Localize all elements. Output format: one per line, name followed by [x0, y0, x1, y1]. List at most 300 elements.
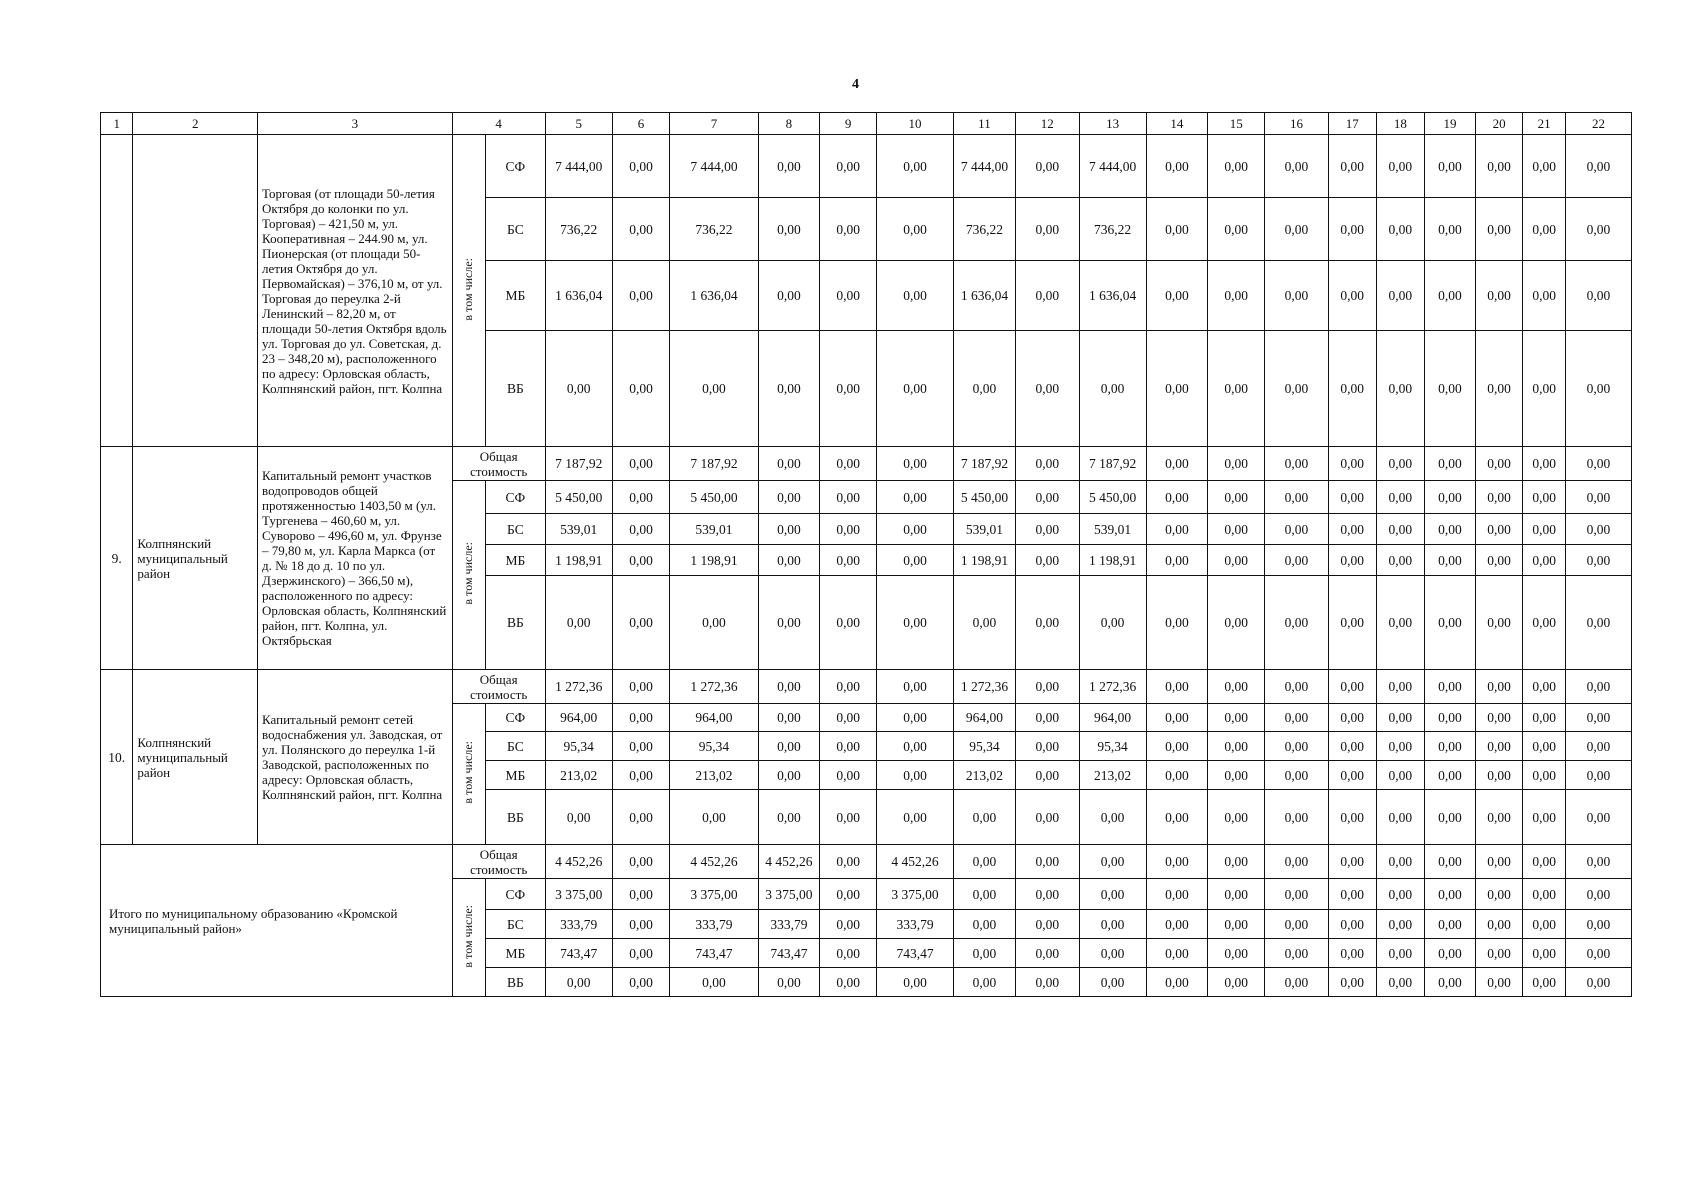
value-cell: 0,00	[954, 968, 1016, 997]
value-cell: 0,00	[1475, 845, 1523, 879]
district-name: Колпнянский муниципальный район	[133, 447, 258, 670]
value-cell: 0,00	[1425, 447, 1476, 481]
column-header: 12	[1015, 113, 1079, 135]
in-that-number-text: в том числе:	[461, 257, 476, 321]
value-cell: 0,00	[1328, 968, 1376, 997]
value-cell: 0,00	[1475, 481, 1523, 514]
value-cell: 0,00	[1425, 514, 1476, 545]
value-cell: 0,00	[820, 939, 877, 968]
value-cell: 0,00	[1475, 576, 1523, 670]
value-cell: 0,00	[1146, 732, 1208, 761]
value-cell: 4 452,26	[670, 845, 758, 879]
value-cell: 0,00	[1523, 910, 1566, 939]
value-cell: 736,22	[1079, 198, 1146, 261]
value-cell: 0,00	[1376, 704, 1425, 732]
column-header: 5	[545, 113, 612, 135]
value-cell: 0,00	[1425, 261, 1476, 331]
budget-table	[100, 112, 1632, 997]
funding-source: МБ	[486, 761, 546, 790]
funding-source: МБ	[486, 939, 546, 968]
value-cell: 0,00	[1475, 879, 1523, 910]
total-cost-label: Общая стоимость	[452, 670, 545, 704]
row-number: 10.	[101, 670, 133, 845]
value-cell: 0,00	[877, 481, 954, 514]
funding-source: МБ	[486, 261, 546, 331]
column-header: 21	[1523, 113, 1566, 135]
value-cell: 0,00	[877, 670, 954, 704]
value-cell: 0,00	[1208, 968, 1265, 997]
value-cell: 95,34	[670, 732, 758, 761]
value-cell: 0,00	[1376, 670, 1425, 704]
funding-source: БС	[486, 732, 546, 761]
value-cell: 0,00	[1208, 135, 1265, 198]
value-cell: 1 272,36	[545, 670, 612, 704]
value-cell: 213,02	[1079, 761, 1146, 790]
value-cell: 0,00	[1328, 704, 1376, 732]
value-cell: 0,00	[1265, 481, 1329, 514]
value-cell: 0,00	[1376, 447, 1425, 481]
value-cell: 0,00	[1015, 261, 1079, 331]
value-cell: 0,00	[820, 761, 877, 790]
value-cell: 333,79	[758, 910, 820, 939]
funding-source: ВБ	[486, 576, 546, 670]
value-cell: 0,00	[1376, 481, 1425, 514]
value-cell: 0,00	[612, 732, 670, 761]
value-cell: 0,00	[877, 761, 954, 790]
value-cell: 1 272,36	[670, 670, 758, 704]
value-cell: 0,00	[1015, 481, 1079, 514]
value-cell: 0,00	[758, 135, 820, 198]
value-cell: 0,00	[1208, 879, 1265, 910]
value-cell: 0,00	[1425, 481, 1476, 514]
value-cell: 0,00	[1475, 331, 1523, 447]
value-cell: 0,00	[1015, 879, 1079, 910]
value-cell: 0,00	[758, 514, 820, 545]
value-cell: 0,00	[820, 447, 877, 481]
value-cell: 0,00	[545, 790, 612, 845]
value-cell: 0,00	[670, 331, 758, 447]
district-name	[133, 135, 258, 447]
funding-source: ВБ	[486, 331, 546, 447]
value-cell: 0,00	[820, 514, 877, 545]
funding-source-row	[101, 135, 1632, 198]
value-cell: 743,47	[758, 939, 820, 968]
value-cell: 0,00	[1015, 968, 1079, 997]
value-cell: 0,00	[1265, 968, 1329, 997]
value-cell: 0,00	[612, 545, 670, 576]
value-cell: 0,00	[1425, 670, 1476, 704]
value-cell: 0,00	[1565, 545, 1631, 576]
value-cell: 0,00	[1425, 704, 1476, 732]
value-cell: 0,00	[1425, 761, 1476, 790]
header-row	[101, 113, 1632, 135]
value-cell: 0,00	[1265, 135, 1329, 198]
value-cell: 0,00	[1565, 790, 1631, 845]
value-cell: 213,02	[670, 761, 758, 790]
value-cell: 0,00	[1565, 198, 1631, 261]
value-cell: 0,00	[612, 790, 670, 845]
value-cell: 0,00	[877, 968, 954, 997]
value-cell: 0,00	[1146, 514, 1208, 545]
value-cell: 1 636,04	[954, 261, 1016, 331]
value-cell: 0,00	[1146, 845, 1208, 879]
funding-source: СФ	[486, 704, 546, 732]
value-cell: 0,00	[1565, 514, 1631, 545]
value-cell: 0,00	[820, 910, 877, 939]
value-cell: 0,00	[1376, 514, 1425, 545]
value-cell: 0,00	[1425, 135, 1476, 198]
value-cell: 0,00	[1265, 576, 1329, 670]
value-cell: 0,00	[1265, 910, 1329, 939]
column-header: 7	[670, 113, 758, 135]
value-cell: 1 272,36	[1079, 670, 1146, 704]
value-cell: 0,00	[954, 939, 1016, 968]
value-cell: 964,00	[670, 704, 758, 732]
value-cell: 1 198,91	[545, 545, 612, 576]
value-cell: 0,00	[612, 514, 670, 545]
value-cell: 0,00	[1015, 732, 1079, 761]
value-cell: 0,00	[1376, 135, 1425, 198]
value-cell: 4 452,26	[758, 845, 820, 879]
value-cell: 0,00	[1328, 514, 1376, 545]
value-cell: 7 444,00	[670, 135, 758, 198]
column-header: 11	[954, 113, 1016, 135]
value-cell: 0,00	[1475, 910, 1523, 939]
value-cell: 0,00	[1565, 879, 1631, 910]
value-cell: 0,00	[1475, 135, 1523, 198]
value-cell: 0,00	[758, 670, 820, 704]
value-cell: 0,00	[1328, 135, 1376, 198]
value-cell: 1 198,91	[1079, 545, 1146, 576]
value-cell: 0,00	[1425, 790, 1476, 845]
value-cell: 0,00	[612, 481, 670, 514]
value-cell: 0,00	[954, 790, 1016, 845]
object-description: Торговая (от площади 50-летия Октября до колонки по ул. Торговая) – 421,50 м, ул. Кооперативная – 244.90 м, ул. Пионерская (от площади 50-летия Октября до ул. Первомайская) – 376,10 м, от ул. Торговая до переулка 2-й Ленинский – 82,20 м, от площади 50-летия Октября вдоль ул. Торговая до ул. Советская, д. 23 – 348,20 м), расположенного по адресу: Орловская область, Колпнянский район, пгт. Колпна	[258, 135, 453, 447]
value-cell: 0,00	[1208, 514, 1265, 545]
value-cell: 0,00	[545, 331, 612, 447]
value-cell: 0,00	[1475, 198, 1523, 261]
column-header: 1	[101, 113, 133, 135]
summary-label: Итого по муниципальному образованию «Кромской муниципальный район»	[101, 845, 453, 997]
value-cell: 0,00	[1565, 576, 1631, 670]
value-cell: 213,02	[545, 761, 612, 790]
value-cell: 0,00	[1265, 845, 1329, 879]
value-cell: 4 452,26	[545, 845, 612, 879]
funding-source: БС	[486, 198, 546, 261]
value-cell: 0,00	[1146, 331, 1208, 447]
value-cell: 0,00	[1425, 939, 1476, 968]
value-cell: 0,00	[820, 135, 877, 198]
value-cell: 539,01	[954, 514, 1016, 545]
value-cell: 0,00	[1376, 545, 1425, 576]
value-cell: 0,00	[1376, 845, 1425, 879]
value-cell: 0,00	[1523, 331, 1566, 447]
funding-source: СФ	[486, 481, 546, 514]
value-cell: 0,00	[1015, 790, 1079, 845]
value-cell: 0,00	[1565, 939, 1631, 968]
total-cost-label: Общая стоимость	[452, 447, 545, 481]
value-cell: 0,00	[820, 576, 877, 670]
value-cell: 7 444,00	[545, 135, 612, 198]
value-cell: 736,22	[670, 198, 758, 261]
column-header: 6	[612, 113, 670, 135]
value-cell: 0,00	[1523, 790, 1566, 845]
value-cell: 0,00	[1265, 761, 1329, 790]
value-cell: 0,00	[612, 135, 670, 198]
value-cell: 539,01	[1079, 514, 1146, 545]
value-cell: 0,00	[877, 732, 954, 761]
value-cell: 0,00	[1015, 545, 1079, 576]
value-cell: 0,00	[758, 481, 820, 514]
value-cell: 0,00	[1523, 670, 1566, 704]
value-cell: 0,00	[612, 879, 670, 910]
value-cell: 743,47	[877, 939, 954, 968]
value-cell: 0,00	[1523, 514, 1566, 545]
value-cell: 0,00	[1015, 939, 1079, 968]
column-header: 17	[1328, 113, 1376, 135]
value-cell: 0,00	[1265, 939, 1329, 968]
column-header: 4	[452, 113, 545, 135]
value-cell: 0,00	[1565, 968, 1631, 997]
value-cell: 0,00	[1265, 879, 1329, 910]
value-cell: 0,00	[1523, 198, 1566, 261]
value-cell: 0,00	[1475, 261, 1523, 331]
value-cell: 0,00	[1475, 732, 1523, 761]
value-cell: 0,00	[1208, 939, 1265, 968]
value-cell: 539,01	[545, 514, 612, 545]
value-cell: 7 444,00	[1079, 135, 1146, 198]
value-cell: 7 187,92	[545, 447, 612, 481]
funding-source: СФ	[486, 879, 546, 910]
value-cell: 0,00	[877, 576, 954, 670]
value-cell: 0,00	[1475, 704, 1523, 732]
value-cell: 0,00	[612, 704, 670, 732]
value-cell: 0,00	[612, 576, 670, 670]
value-cell: 0,00	[1523, 761, 1566, 790]
value-cell: 0,00	[1425, 910, 1476, 939]
value-cell: 0,00	[612, 845, 670, 879]
value-cell: 0,00	[1376, 576, 1425, 670]
column-header: 3	[258, 113, 453, 135]
value-cell: 0,00	[1146, 879, 1208, 910]
value-cell: 0,00	[1328, 732, 1376, 761]
value-cell: 0,00	[1015, 447, 1079, 481]
value-cell: 0,00	[1523, 481, 1566, 514]
value-cell: 0,00	[1376, 968, 1425, 997]
value-cell: 0,00	[1208, 481, 1265, 514]
value-cell: 0,00	[1079, 910, 1146, 939]
value-cell: 0,00	[1523, 704, 1566, 732]
value-cell: 0,00	[1208, 331, 1265, 447]
value-cell: 5 450,00	[1079, 481, 1146, 514]
value-cell: 0,00	[1146, 576, 1208, 670]
value-cell: 0,00	[1425, 198, 1476, 261]
value-cell: 0,00	[1146, 939, 1208, 968]
value-cell: 0,00	[1475, 447, 1523, 481]
value-cell: 0,00	[820, 732, 877, 761]
value-cell: 0,00	[1079, 845, 1146, 879]
value-cell: 0,00	[1523, 447, 1566, 481]
value-cell: 0,00	[1146, 447, 1208, 481]
value-cell: 0,00	[1265, 198, 1329, 261]
value-cell: 7 187,92	[670, 447, 758, 481]
object-description: Капитальный ремонт сетей водоснабжения ул. Заводская, от ул. Полянского до переулка 1-й Заводской, расположенных по адресу: Орловская область, Колпнянский район, пгт. Колпна	[258, 670, 453, 845]
value-cell: 0,00	[758, 790, 820, 845]
value-cell: 0,00	[954, 879, 1016, 910]
value-cell: 0,00	[1425, 576, 1476, 670]
value-cell: 0,00	[612, 761, 670, 790]
value-cell: 0,00	[758, 732, 820, 761]
value-cell: 0,00	[1475, 939, 1523, 968]
value-cell: 0,00	[1328, 790, 1376, 845]
value-cell: 0,00	[1265, 732, 1329, 761]
value-cell: 1 198,91	[670, 545, 758, 576]
column-header: 13	[1079, 113, 1146, 135]
value-cell: 0,00	[1015, 514, 1079, 545]
value-cell: 0,00	[1079, 968, 1146, 997]
column-header: 20	[1475, 113, 1523, 135]
value-cell: 0,00	[1475, 968, 1523, 997]
value-cell: 0,00	[1565, 135, 1631, 198]
value-cell: 0,00	[1265, 331, 1329, 447]
value-cell: 0,00	[1208, 761, 1265, 790]
in-that-number-label	[452, 704, 485, 845]
in-that-number-text: в том числе:	[461, 741, 476, 804]
value-cell: 0,00	[1146, 761, 1208, 790]
value-cell: 0,00	[1146, 968, 1208, 997]
value-cell: 0,00	[758, 761, 820, 790]
value-cell: 0,00	[954, 845, 1016, 879]
value-cell: 0,00	[612, 261, 670, 331]
value-cell: 0,00	[1523, 968, 1566, 997]
value-cell: 0,00	[1425, 968, 1476, 997]
value-cell: 0,00	[1146, 910, 1208, 939]
value-cell: 0,00	[1208, 261, 1265, 331]
value-cell: 0,00	[1376, 761, 1425, 790]
value-cell: 0,00	[1146, 790, 1208, 845]
value-cell: 0,00	[1376, 732, 1425, 761]
value-cell: 0,00	[1328, 481, 1376, 514]
in-that-number-text: в том числе:	[461, 542, 476, 605]
value-cell: 0,00	[820, 198, 877, 261]
value-cell: 0,00	[612, 331, 670, 447]
value-cell: 0,00	[758, 968, 820, 997]
value-cell: 0,00	[1015, 845, 1079, 879]
funding-source: ВБ	[486, 968, 546, 997]
row-number: 9.	[101, 447, 133, 670]
value-cell: 0,00	[1475, 545, 1523, 576]
value-cell: 0,00	[954, 576, 1016, 670]
value-cell: 736,22	[954, 198, 1016, 261]
value-cell: 95,34	[1079, 732, 1146, 761]
value-cell: 0,00	[670, 576, 758, 670]
funding-source: ВБ	[486, 790, 546, 845]
value-cell: 0,00	[1146, 135, 1208, 198]
value-cell: 0,00	[1328, 447, 1376, 481]
value-cell: 333,79	[670, 910, 758, 939]
value-cell: 0,00	[1015, 331, 1079, 447]
value-cell: 0,00	[1015, 576, 1079, 670]
total-row	[101, 670, 1632, 704]
value-cell: 333,79	[545, 910, 612, 939]
value-cell: 0,00	[1425, 845, 1476, 879]
page-number: 4	[852, 77, 859, 92]
value-cell: 0,00	[1265, 670, 1329, 704]
value-cell: 0,00	[1079, 879, 1146, 910]
column-header: 9	[820, 113, 877, 135]
value-cell: 95,34	[954, 732, 1016, 761]
value-cell: 0,00	[820, 845, 877, 879]
column-header: 18	[1376, 113, 1425, 135]
value-cell: 0,00	[877, 545, 954, 576]
value-cell: 0,00	[1265, 704, 1329, 732]
value-cell: 0,00	[1475, 514, 1523, 545]
value-cell: 3 375,00	[758, 879, 820, 910]
object-description: Капитальный ремонт участков водопроводов общей протяженностью 1403,50 м (ул. Тургенева – 460,60 м, ул. Суворово – 496,60 м, ул. Фрунзе – 79,80 м, ул. Карла Маркса (от д. № 18 до д. 10 по ул. Дзержинского) – 366,50 м), расположенного по адресу: Орловская область, Колпнянский район, пгт. Колпна, ул. Октябрьская	[258, 447, 453, 670]
value-cell: 0,00	[877, 198, 954, 261]
value-cell: 0,00	[1328, 545, 1376, 576]
value-cell: 0,00	[1475, 761, 1523, 790]
value-cell: 0,00	[758, 198, 820, 261]
value-cell: 0,00	[820, 481, 877, 514]
summary-total-row	[101, 845, 1632, 879]
value-cell: 0,00	[670, 968, 758, 997]
value-cell: 0,00	[545, 968, 612, 997]
value-cell: 0,00	[545, 576, 612, 670]
value-cell: 0,00	[1146, 481, 1208, 514]
value-cell: 743,47	[670, 939, 758, 968]
value-cell: 0,00	[1523, 879, 1566, 910]
value-cell: 0,00	[820, 968, 877, 997]
value-cell: 0,00	[820, 670, 877, 704]
value-cell: 0,00	[1208, 845, 1265, 879]
value-cell: 7 187,92	[954, 447, 1016, 481]
value-cell: 0,00	[1146, 198, 1208, 261]
value-cell: 0,00	[1475, 790, 1523, 845]
value-cell: 0,00	[1015, 910, 1079, 939]
value-cell: 0,00	[1079, 939, 1146, 968]
value-cell: 0,00	[1523, 576, 1566, 670]
value-cell: 0,00	[1376, 879, 1425, 910]
value-cell: 0,00	[1208, 790, 1265, 845]
value-cell: 0,00	[1265, 514, 1329, 545]
value-cell: 0,00	[1523, 135, 1566, 198]
value-cell: 0,00	[1015, 198, 1079, 261]
value-cell: 0,00	[1265, 261, 1329, 331]
funding-source: БС	[486, 514, 546, 545]
value-cell: 0,00	[1565, 910, 1631, 939]
value-cell: 0,00	[1425, 879, 1476, 910]
column-header: 15	[1208, 113, 1265, 135]
in-that-number-text: в том числе:	[461, 904, 476, 968]
value-cell: 0,00	[1425, 732, 1476, 761]
value-cell: 0,00	[820, 879, 877, 910]
value-cell: 213,02	[954, 761, 1016, 790]
value-cell: 964,00	[545, 704, 612, 732]
value-cell: 0,00	[1565, 761, 1631, 790]
funding-source: СФ	[486, 135, 546, 198]
value-cell: 0,00	[1079, 790, 1146, 845]
value-cell: 5 450,00	[954, 481, 1016, 514]
column-header: 8	[758, 113, 820, 135]
value-cell: 0,00	[1376, 261, 1425, 331]
funding-source: МБ	[486, 545, 546, 576]
value-cell: 0,00	[1208, 670, 1265, 704]
value-cell: 0,00	[1376, 198, 1425, 261]
value-cell: 0,00	[1328, 761, 1376, 790]
value-cell: 0,00	[1565, 331, 1631, 447]
value-cell: 0,00	[1328, 261, 1376, 331]
